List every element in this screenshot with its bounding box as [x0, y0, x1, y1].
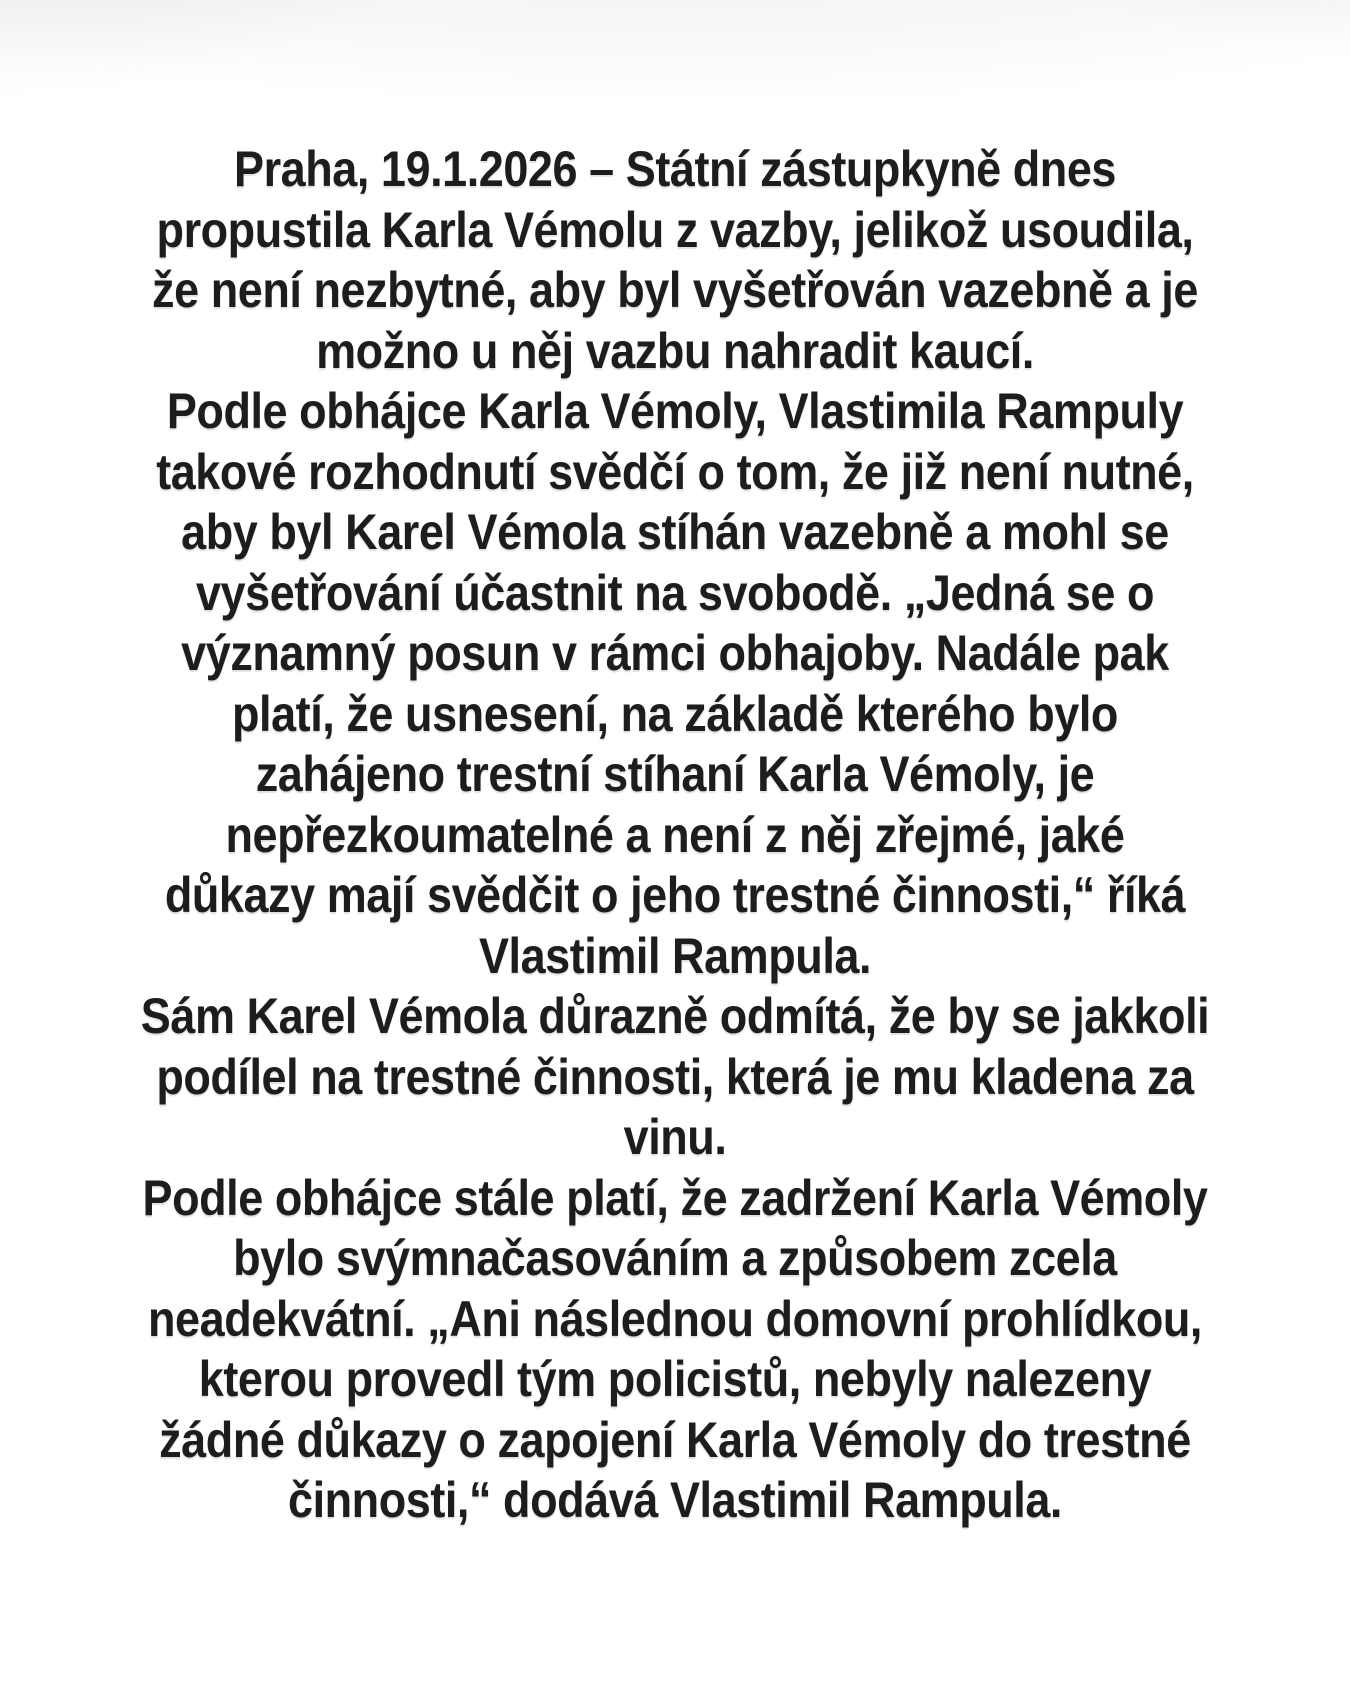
- text-line: propustila Karla Vémolu z vazby, jelikož usoudila,: [156, 201, 1194, 258]
- text-line: neadekvátní. „Ani následnou domovní prohlídkou,: [148, 1290, 1202, 1347]
- text-line: činnosti,“ dodává Vlastimil Rampula.: [288, 1472, 1062, 1528]
- text-line: žádné důkazy o zapojení Karla Vémoly do trestné: [159, 1411, 1191, 1468]
- text-line: zahájeno trestní stíhaní Karla Vémoly, je: [255, 746, 1095, 802]
- text-line: možno u něj vazbu nahradit kaucí.: [316, 322, 1034, 379]
- text-line: vyšetřování účastnit na svobodě. „Jedná se o: [195, 564, 1155, 621]
- text-line: Podle obhájce Karla Vémoly, Vlastimila Rampuly: [166, 383, 1184, 439]
- text-line: podílel na trestné činnosti, která je mu kladena za: [156, 1048, 1194, 1105]
- text-line: takové rozhodnutí svědčí o tom, že již není nutné,: [156, 443, 1194, 500]
- text-line: Podle obhájce stále platí, že zadržení Karla Vémoly: [142, 1169, 1208, 1226]
- text-line: Sám Karel Vémola důrazně odmítá, že by se jakkoli: [140, 988, 1210, 1044]
- text-line: platí, že usnesení, na základě kterého bylo: [232, 685, 1118, 742]
- text-line: že není nezbytné, aby byl vyšetřován vazebně a je: [152, 262, 1198, 318]
- text-line: bylo svýmnačasováním a způsobem zcela: [233, 1230, 1117, 1286]
- text-line: kterou provedl tým policistů, nebyly nalezeny: [198, 1351, 1152, 1407]
- text-line: aby byl Karel Vémola stíhán vazebně a mohl se: [181, 504, 1169, 560]
- article-text: [0, 139, 1350, 1531]
- text-line: vinu.: [623, 1109, 727, 1165]
- text-line: Vlastimil Rampula.: [478, 927, 872, 984]
- text-line: Praha, 19.1.2026 – Státní zástupkyně dnes: [234, 141, 1116, 197]
- text-line: významný posun v rámci obhajoby. Nadále pak: [181, 625, 1169, 681]
- text-line: důkazy mají svědčit o jeho trestné činnosti,“ říká: [164, 867, 1186, 923]
- text-line: nepřezkoumatelné a není z něj zřejmé, jaké: [225, 806, 1125, 863]
